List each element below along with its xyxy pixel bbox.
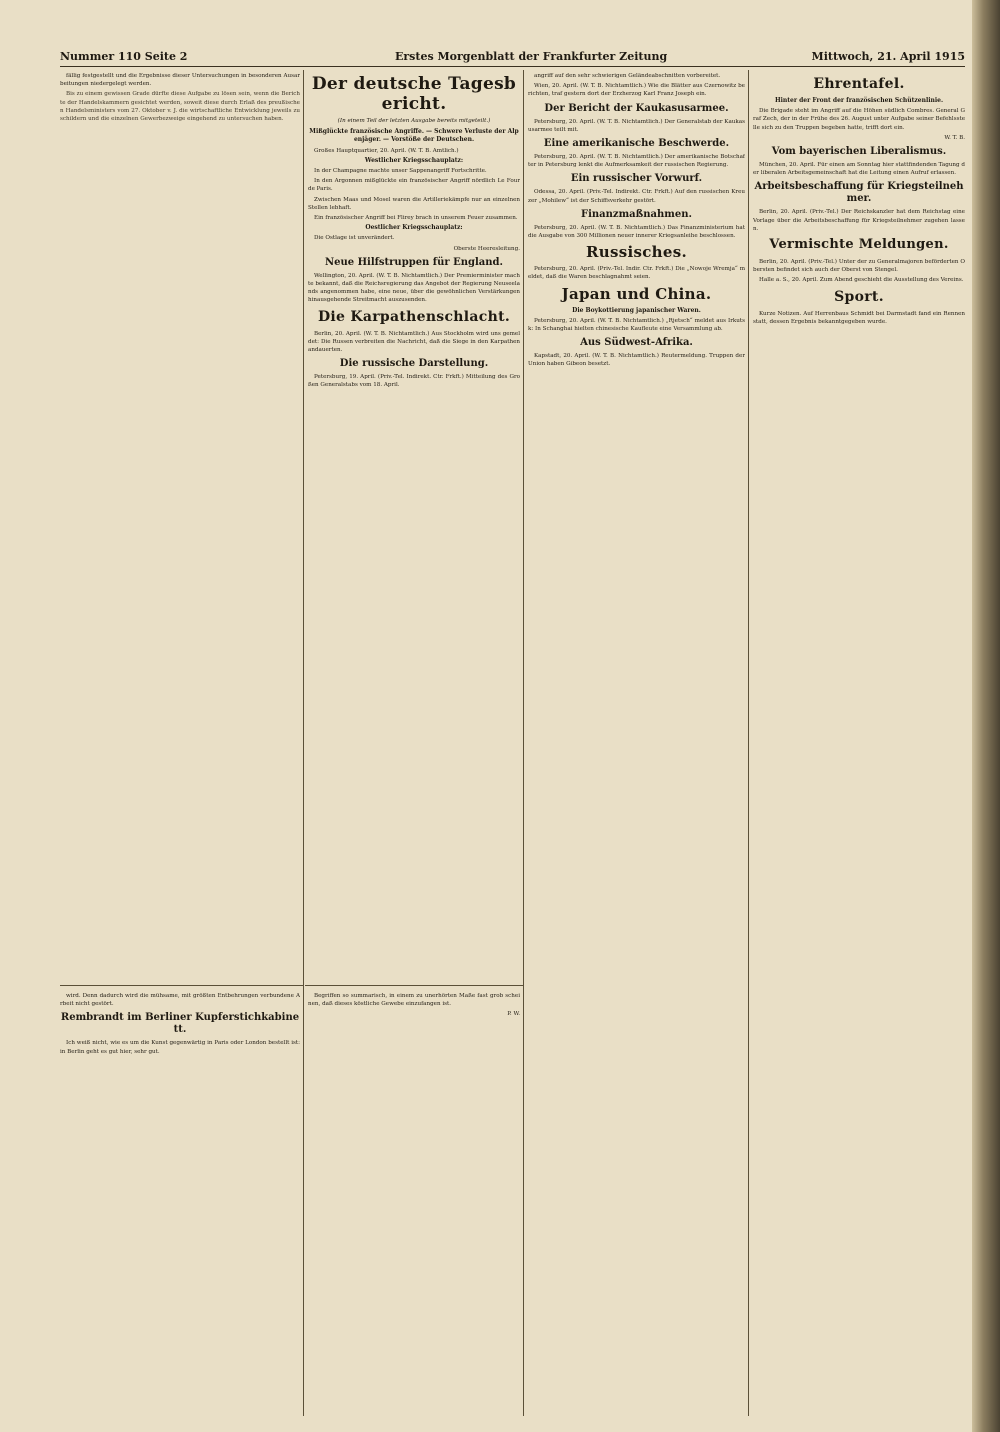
tagesbericht-p5: Die Ostlage ist unverändert.	[314, 235, 395, 242]
finanz-text: Petersburg, 20. April. (W. T. B. Nichtamtlich.) Das Finanzministerium hat die Ausgabe von 300 Millionen neuer innerer Kriegsanleihe beschlossen.	[528, 224, 745, 240]
header-rule	[60, 66, 965, 67]
arbeit-text: Berlin, 20. April. (Priv.-Tel.) Der Reichskanzler hat dem Reichstag eine Vorlage über die Arbeitsbeschaffung für Kriegsteilnehmer zugehen lassen.	[753, 209, 965, 232]
feuilleton-signature: P. W.	[507, 1011, 520, 1018]
rembrandt-title: Rembrandt im Berliner Kupferstichkabinett.	[60, 1012, 300, 1036]
tagesbericht-title: Der deutsche Tagesbericht.	[311, 74, 517, 114]
vermischt-title: Vermischte Meldungen.	[769, 237, 949, 253]
feuilleton-col2-text: Begriffen so summarisch, in einem zu unerhörten Maße fast grob scheinen, daß dieses köstliche Gewebe einzufangen ist.	[308, 993, 520, 1008]
column-4	[753, 72, 965, 1412]
rembrandt-text: Ich weiß nicht, wie es um die Kunst gegenwärtig in Paris oder London bestellt ist: in Berlin geht es gut hier, sehr gut.	[60, 1040, 300, 1055]
vorwurf-title: Ein russischer Vorwurf.	[570, 173, 703, 185]
japan-text: Petersburg, 20. April. (W. T. B. Nichtamtlich.) „Rjetsch“ meldet aus Irkutsk: In Schanghai hielten chinesische Kaufleute eine Versammlung ab.	[528, 317, 745, 333]
feuilleton-filler: wird. Denn dadurch wird die mühsame, mit größten Entbehrungen verbundene Arbeit nicht gestört.	[60, 993, 300, 1008]
section-rule-col1	[60, 985, 303, 986]
ost-heading: Oestlicher Kriegsschauplatz:	[365, 224, 463, 232]
arbeit-title: Arbeitsbeschaffung für Kriegsteilnehmer.	[754, 181, 964, 205]
column-3	[528, 72, 745, 1412]
vorwurf-text: Odessa, 20. April. (Priv.-Tel. Indirekt. Ctr. Frkft.) Auf den russischen Kreuzer „Mohilew“ ist der Schiffsverkehr gestört.	[528, 189, 745, 204]
suedwest-text: Kapstadt, 20. April. (W. T. B. Nichtamtlich.) Reutermeldung. Truppen der Union haben Gibeon besetzt.	[528, 353, 745, 368]
japan-subtitle: Die Boykottierung japanischer Waren.	[572, 306, 701, 314]
tagesbericht-dateline: Großes Hauptquartier, 20. April. (W. T. B. Amtlich.)	[314, 147, 459, 154]
tagesbericht-p2: In den Argonnen mißglückte ein französischer Angriff nördlich Le Four de Paris.	[308, 178, 520, 193]
col3-wien: Wien, 20. April. (W. T. B. Nichtamtlich.) Wie die Blätter aus Czernowitz berichten, traf gestern dort der Erzherzog Karl Franz Joseph ein.	[528, 83, 745, 98]
feuilleton-col2	[308, 992, 520, 1412]
halle-text: Halle a. S., 20. April. Zum Abend geschieht die Ausstellung des Vereins.	[759, 277, 964, 284]
tagesbericht-signature: Oberste Heeresleitung.	[453, 245, 520, 252]
ehrentafel-subtitle: Hinter der Front der französischen Schützenlinie.	[774, 97, 944, 104]
tagesbericht-p1: In der Champagne machte unser Sappenangriff Fortschritte.	[314, 168, 487, 175]
russisch-title: Die russische Darstellung.	[339, 358, 489, 370]
page-edge	[972, 0, 1000, 1432]
col1-body: Bis zu einem gewissen Grade dürfte diese Aufgabe zu lösen sein, wenn die Berichte der Handelskammern gesichtet werden, soweit diese durch Erlaß des preußischen Handelsministers vom 27. Oktober v. J. die wirtschaftliche Entwicklung jeweils zu schildern und die einzelnen Gewerbezweige eingehend zu untersuchen haben.	[60, 91, 300, 123]
sport-title: Sport.	[834, 288, 884, 305]
header-page-number: Nummer 110 Seite 2	[60, 50, 188, 63]
col1-intro: fällig festgestellt und die Ergebnisse dieser Untersuchungen in besonderen Ausarbeitungen niedergelegt werden.	[60, 73, 300, 88]
ehrentafel-signature: W. T. B.	[944, 134, 965, 141]
col3-intro: angriff auf den sehr schwierigen Geländeabschnitten vorbereitet.	[534, 73, 721, 79]
russisch-text: Petersburg, 19. April. (Priv.-Tel. Indirekt. Ctr. Frkft.) Mitteilung des Großen Generalstabs vom 18. April.	[308, 374, 520, 389]
column-rule-3	[748, 70, 749, 1416]
finanz-title: Finanzmaßnahmen.	[581, 208, 692, 220]
hilfstruppen-text: Wellington, 20. April. (W. T. B. Nichtamtlich.) Der Premierminister machte bekannt, daß die Reichsregierung das Angebot der Regierung Neuseelands angenommen habe, eine neue, über die gewöhnlichen Verstärkungen hinausgehende Streitmacht auszusenden.	[308, 272, 520, 304]
amerika-text: Petersburg, 20. April. (W. T. B. Nichtamtlich.) Der amerikanische Botschafter in Petersburg lenkt die Aufmerksamkeit der russischen Regierung.	[528, 154, 745, 169]
sport-text: Kurze Notizen. Auf Herrenbaus Schmidt bei Darmstadt fand ein Rennen statt, dessen Ergebnis bekanntgegeben wurde.	[753, 310, 965, 325]
page-header	[60, 50, 965, 66]
column-1	[60, 72, 300, 982]
suedwest-title: Aus Südwest-Afrika.	[580, 337, 693, 349]
hilfstruppen-title: Neue Hilfstruppen für England.	[324, 256, 504, 268]
liberal-title: Vom bayerischen Liberalismus.	[771, 146, 947, 158]
tagesbericht-p4: Ein französischer Angriff bei Flirey brach in unserem Feuer zusammen.	[314, 215, 518, 222]
tagesbericht-lead: Mißglückte französische Angriffe. — Schwere Verluste der Alpenjäger. — Vorstöße der Deutschen.	[309, 128, 519, 144]
vermischt-text: Berlin, 20. April. (Priv.-Tel.) Unter der zu Generalmajoren beförderten Obersten befindet sich auch der Oberst von Stengel.	[753, 259, 965, 274]
column-rule-1	[303, 70, 304, 1416]
russisches-title: Russisches.	[586, 243, 687, 262]
west-heading: Westlicher Kriegsschauplatz:	[364, 156, 464, 164]
tagesbericht-note: (In einem Teil der letzten Ausgabe bereits mitgeteilt.)	[337, 118, 491, 124]
header-date: Mittwoch, 21. April 1915	[811, 50, 965, 63]
japan-title: Japan und China.	[561, 284, 712, 303]
tagesbericht-p3: Zwischen Maas und Mosel waren die Artilleriekämpfe nur an einzelnen Stellen lebhaft.	[308, 196, 520, 211]
karpathen-text: Berlin, 20. April. (W. T. B. Nichtamtlich.) Aus Stockholm wird uns gemeldet: Die Russen verbreiten die Nachricht, daß die Siege in den Karpathen andauerten.	[308, 330, 520, 354]
section-rule-col2	[305, 985, 523, 986]
kaukasus-text: Petersburg, 20. April. (W. T. B. Nichtamtlich.) Der Generalstab der Kaukasusarmee teilt mit.	[528, 118, 745, 133]
ehrentafel-text: Die Brigade steht im Angriff auf die Höhen südlich Combres. General Graf Zech, der in der Frühe des 26. August unter Aufgabe seiner Befehlsstelle sich zu den Truppen begeben hatte, trifft dort ein.	[753, 108, 965, 131]
ehrentafel-title: Ehrentafel.	[813, 76, 905, 92]
karpathen-title: Die Karpathenschlacht.	[317, 308, 511, 325]
kaukasus-title: Der Bericht der Kaukasusarmee.	[544, 102, 729, 114]
amerika-title: Eine amerikanische Beschwerde.	[543, 138, 730, 150]
column-rule-2	[523, 70, 524, 1416]
russisches-text: Petersburg, 20. April. (Priv.-Tel. Indir. Ctr. Frkft.) Die „Nowoje Wremja“ meldet, daß die Waren beschlagnahmt seien.	[528, 266, 745, 281]
column-2	[308, 72, 520, 982]
feuilleton-col1	[60, 992, 300, 1412]
liberal-text: München, 20. April. Für einen am Sonntag hier stattfindenden Tagung der liberalen Arbeitsgemeinschaft hat die Leitung einen Aufruf erlassen.	[753, 162, 965, 177]
header-masthead: Erstes Morgenblatt der Frankfurter Zeitung	[395, 50, 668, 63]
